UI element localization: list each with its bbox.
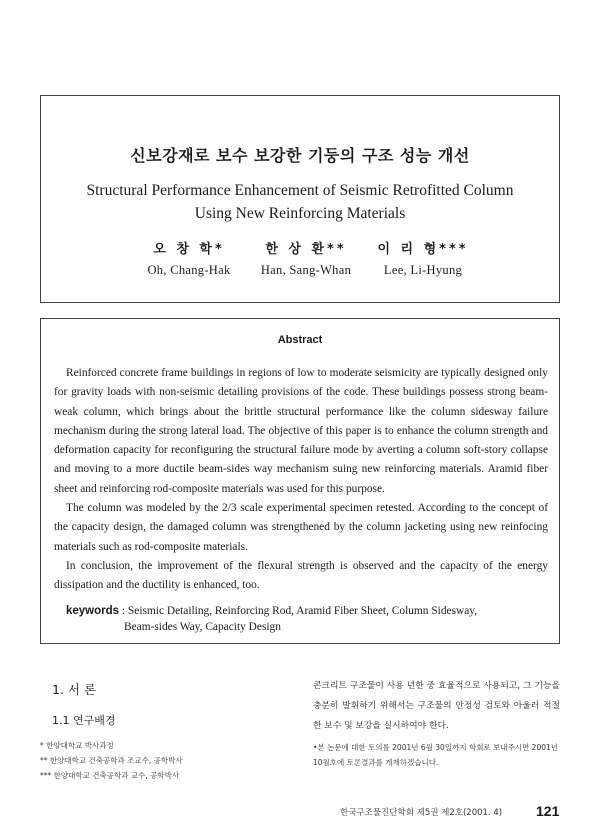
author-1-korean: 오 창 학*	[153, 242, 225, 257]
abstract-box	[40, 318, 560, 644]
abstract-paragraph-3: In conclusion, the improvement of the flexural strength is observed and the capacity of the energy dissipation and the ductility is enhanced, too.	[54, 559, 548, 592]
author-footnotes	[40, 738, 290, 783]
author-1	[124, 238, 254, 278]
footnote-3: *** 한양대학교 건축공학과 교수, 공학박사	[40, 771, 180, 780]
title-box	[40, 95, 560, 303]
abstract-text	[54, 364, 548, 596]
abstract-paragraph-2: The column was modeled by the 2/3 scale experimental specimen retested. According to the concept of the capacity design, the damaged column was strengthened by the column jacketing using new reinfocing materials such as rod-composite materials.	[54, 502, 548, 553]
abstract-paragraph-1: Reinforced concrete frame buildings in regions of low to moderate seismicity are typically designed only for gravity loads with non-seismic detailing provisions of the code. These buildings possess strong beam-weak column, which brings about the brittle structural performance like the column sidesway failure mechanism during the strong lateral load. The objective of this paper is to enhance the column strength and deformation capacity for reconfiguring the structural failure mode by averting a column soft-story collapse and moving to a more ductile beam-sides way mechanism suing new reinforcing materials. Aramid fiber sheet and reinforcing rod-composite materials was used for this purpose.	[54, 367, 548, 495]
author-3-english: Lee, Li-Hyung	[383, 263, 463, 277]
author-3-korean: 이 리 형***	[377, 242, 469, 257]
english-title-line1: Structural Performance Enhancement of Seismic Retrofitted Column	[86, 182, 514, 199]
footnote-1: * 한양대학교 박사과정	[40, 741, 114, 750]
footnote-2: ** 한양대학교 건축공학과 조교수, 공학박사	[40, 756, 183, 765]
author-2	[241, 238, 371, 278]
subsection-heading: 1.1 연구배경	[52, 714, 116, 727]
section-heading: 1. 서 론	[52, 682, 97, 697]
submission-note: •본 논문에 대한 토의를 2001년 6월 30일까지 학회로 보내주시면 2001년 10월호에 토론결과를 게재하겠습니다.	[313, 743, 559, 767]
intro-paragraph: 콘크리트 구조물이 사용 년한 중 효율적으로 사용되고, 그 기능을 충분히 발휘하기 위해서는 구조물의 안정성 검토와 아울러 적절한 보수 및 보강을 실시하여야 한다.	[313, 681, 560, 731]
author-1-english: Oh, Chang-Hak	[147, 263, 231, 277]
keywords-line1: : Seismic Detailing, Reinforcing Rod, Aramid Fiber Sheet, Column Sidesway,	[121, 605, 478, 617]
english-title	[41, 179, 559, 225]
keywords	[66, 603, 551, 635]
journal-footer: 한국구조물진단학회 제5권 제2호(2001. 4)	[340, 808, 503, 818]
author-3	[358, 238, 488, 278]
author-2-korean: 한 상 환**	[265, 242, 347, 257]
keywords-label: keywords	[66, 605, 120, 617]
english-title-line2: Using New Reinforcing Materials	[194, 205, 406, 222]
korean-title: 신보강재로 보수 보강한 기둥의 구조 성능 개선	[130, 146, 470, 165]
abstract-heading: Abstract	[277, 334, 323, 346]
keywords-line2: Beam-sides Way, Capacity Design	[124, 621, 281, 633]
author-2-english: Han, Sang-Whan	[260, 263, 352, 277]
page-number: 121	[536, 803, 560, 819]
